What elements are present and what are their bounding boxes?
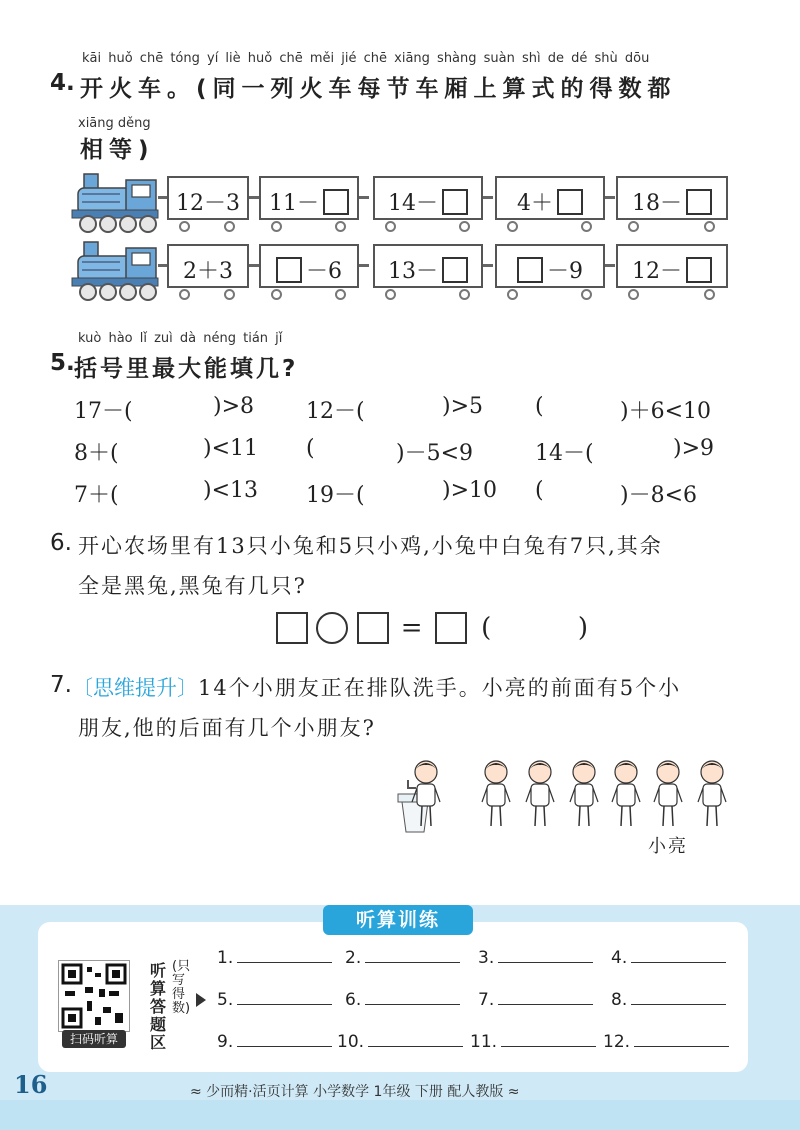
- answer-area-label: 听算答题区: [150, 961, 167, 1052]
- q4-pinyin-2: xiāng děng: [78, 116, 151, 131]
- car-expression: 12－: [632, 259, 682, 284]
- answer-8[interactable]: 8.: [611, 990, 726, 1010]
- equals-sign: =: [400, 613, 423, 643]
- train-2: [70, 238, 750, 304]
- train-1-car-1: [167, 176, 249, 220]
- car-expression: 4＋: [517, 191, 553, 216]
- q5-r1-c-right: )＋6<10: [620, 399, 712, 424]
- operator-circle[interactable]: [316, 612, 348, 644]
- kid-figure: [608, 758, 644, 834]
- q5-r2-b-left: (: [306, 436, 315, 461]
- car-expression: 11－: [269, 191, 319, 216]
- q5-r3-c-left: (: [535, 478, 544, 503]
- unit-paren-close: ): [577, 613, 588, 643]
- q5-r2-a-left: 8＋(: [74, 441, 119, 466]
- q5-r3-b-left: 19－(: [306, 483, 365, 508]
- train-1-car-4: [495, 176, 605, 220]
- q5-r1-c-left: (: [535, 394, 544, 419]
- q4-pinyin: kāi huǒ chē tóng yí liè huǒ chē měi jié chē xiāng shàng suàn shì de dé shù dōu: [82, 51, 650, 66]
- answer-area-note: (只写得数): [172, 959, 191, 1016]
- answer-box[interactable]: [442, 189, 468, 215]
- answer-12[interactable]: 12.: [603, 1032, 729, 1052]
- train-2-car-3: [373, 244, 483, 288]
- kid-figure: [694, 758, 730, 834]
- q5-r3-c-right: )－8<6: [620, 483, 698, 508]
- answer-box[interactable]: [686, 189, 712, 215]
- locomotive-icon: [70, 170, 162, 236]
- kid-figure: [566, 758, 602, 834]
- answer-9[interactable]: 9.: [217, 1032, 332, 1052]
- kid-figure: [650, 758, 686, 834]
- equation-result-box[interactable]: [435, 612, 467, 644]
- footer-text: ≈ 少而精·活页计算 小学数学 1年级 下册 配人教版 ≈: [190, 1084, 520, 1100]
- answer-box[interactable]: [323, 189, 349, 215]
- answer-1[interactable]: 1.: [217, 948, 332, 968]
- q5-r2-a-right: )<11: [203, 436, 259, 461]
- locomotive-icon: [70, 238, 162, 304]
- q4-title: 开火车。(同一列火车每节车厢上算式的得数都: [80, 76, 677, 102]
- answer-11[interactable]: 11.: [470, 1032, 596, 1052]
- answer-5[interactable]: 5.: [217, 990, 332, 1010]
- q5-number: 5.: [50, 350, 75, 376]
- q6-line-1: 开心农场里有13只小兔和5只小鸡,小兔中白兔有7只,其余: [78, 534, 663, 558]
- answer-box[interactable]: [557, 189, 583, 215]
- footer-wave: [0, 1100, 800, 1130]
- equation-box-1[interactable]: [276, 612, 308, 644]
- equation-box-2[interactable]: [357, 612, 389, 644]
- q5-r3-a-left: 7＋(: [74, 483, 119, 508]
- train-2-car-5: [616, 244, 728, 288]
- answer-2[interactable]: 2.: [345, 948, 460, 968]
- q5-r1-a-right: )>8: [213, 394, 255, 419]
- q5-r2-c-left: 14－(: [535, 441, 594, 466]
- kid-figure: [478, 758, 514, 834]
- qr-code-icon: [59, 961, 129, 1031]
- q7-tag: 〔思维提升〕: [72, 676, 198, 700]
- car-expression: 12－3: [176, 191, 240, 216]
- q6-line-2: 全是黑兔,黑兔有几只?: [78, 574, 307, 598]
- train-1-car-3: [373, 176, 483, 220]
- kid-label-xiaoliang: 小亮: [648, 836, 688, 857]
- kid-figure: [522, 758, 558, 834]
- unit-paren-open: (: [481, 613, 492, 643]
- answer-box[interactable]: [517, 257, 543, 283]
- answer-4[interactable]: 4.: [611, 948, 726, 968]
- train-2-car-4: [495, 244, 605, 288]
- listening-tab: 听算训练: [323, 905, 473, 935]
- q4-title-2: 相等): [80, 137, 155, 163]
- q4-number: 4.: [50, 70, 75, 96]
- q5-r1-b-left: 12－(: [306, 399, 365, 424]
- q5-r2-c-right: )>9: [673, 436, 715, 461]
- q5-r1-b-right: )>5: [442, 394, 484, 419]
- q7-line-2: 朋友,他的后面有几个小朋友?: [78, 716, 376, 740]
- car-expression: －9: [547, 259, 583, 284]
- train-1-car-2: [259, 176, 359, 220]
- answer-3[interactable]: 3.: [478, 948, 593, 968]
- answer-7[interactable]: 7.: [478, 990, 593, 1010]
- car-expression: 18－: [632, 191, 682, 216]
- answer-6[interactable]: 6.: [345, 990, 460, 1010]
- q7-number: 7.: [50, 672, 72, 698]
- answer-box[interactable]: [442, 257, 468, 283]
- car-expression: 13－: [388, 259, 438, 284]
- q5-pinyin: kuò hào lǐ zuì dà néng tián jǐ: [78, 331, 283, 346]
- qr-code[interactable]: [58, 960, 130, 1032]
- qr-caption: 扫码听算: [62, 1030, 126, 1048]
- car-expression: 14－: [388, 191, 438, 216]
- kid-washing-hands: [408, 758, 444, 834]
- train-1-car-5: [616, 176, 728, 220]
- train-2-car-2: [259, 244, 359, 288]
- car-expression: 2＋3: [183, 259, 233, 284]
- car-expression: －6: [306, 259, 342, 284]
- q6-number: 6.: [50, 530, 72, 556]
- q7-line-1: 14个小朋友正在排队洗手。小亮的前面有5个小: [198, 676, 682, 700]
- q5-title: 括号里最大能填几?: [74, 356, 299, 382]
- answer-box[interactable]: [276, 257, 302, 283]
- q5-r1-a-left: 17－(: [74, 399, 133, 424]
- q5-r3-b-right: )>10: [442, 478, 498, 503]
- train-2-car-1: [167, 244, 249, 288]
- page-number: 16: [14, 1070, 48, 1099]
- q5-r2-b-right: )－5<9: [396, 441, 474, 466]
- q5-r3-a-right: )<13: [203, 478, 259, 503]
- answer-box[interactable]: [686, 257, 712, 283]
- q6-equation: [276, 612, 588, 644]
- answer-10[interactable]: 10.: [337, 1032, 463, 1052]
- play-arrow-icon: [196, 993, 206, 1007]
- train-1: [70, 170, 750, 236]
